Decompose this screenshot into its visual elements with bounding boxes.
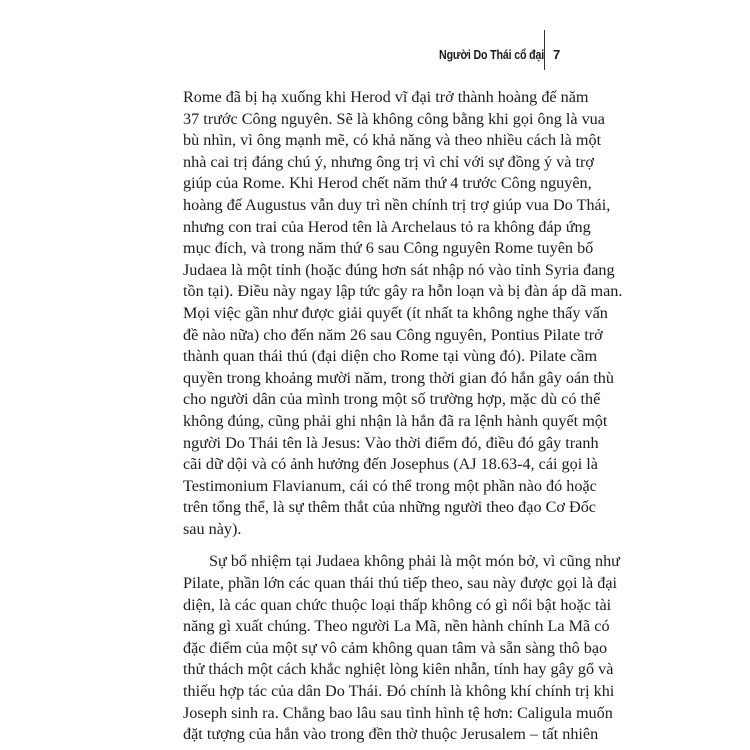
paragraph-1 <box>183 87 623 540</box>
text-line: trên tổng thể, là sự thêm thắt của những người theo đạo Cơ Đốc <box>183 498 596 517</box>
running-head-title: Người Do Thái cổ đại <box>438 47 544 62</box>
text-line: Testimonium Flavianum, cái có thể trong một phần nào đó hoặc <box>183 476 597 495</box>
text-line: người Do Thái tên là Jesus: Vào thời điểm đó, điều đó gây tranh <box>183 433 599 452</box>
text-line: nhà cai trị đáng chú ý, nhưng ông trị vì chỉ với sự đồng ý và trợ <box>183 152 594 171</box>
text-line: đề nào nữa) cho đến năm 26 sau Công nguyên, Pontius Pilate trở <box>183 325 603 344</box>
text-line: tồn tại). Điều này ngay lập tức gây ra hỗn loạn và bị đàn áp dã man. <box>183 282 623 301</box>
body-text <box>183 87 623 746</box>
text-line: đặt tượng của hắn vào trong đền thờ thuộc Jerusalem – tất nhiên <box>183 725 599 744</box>
text-line: diện, là các quan chức thuộc loại thấp không có gì nổi bật hoặc tài <box>183 595 612 614</box>
text-line: 37 trước Công nguyên. Sẽ là không công bằng khi gọi ông là vua <box>183 109 605 128</box>
text-line: năng gì xuất chúng. Theo người La Mã, nền hành chính La Mã có <box>183 617 610 636</box>
text-line: Judaea là một tỉnh (hoặc đúng hơn sát nhập nó vào tỉnh Syria đang <box>183 260 615 279</box>
text-line: sau này). <box>183 519 242 538</box>
text-line: Joseph sinh ra. Chẳng bao lâu sau tình hình tệ hơn: Caligula muốn <box>183 703 613 722</box>
text-line: hoàng đế Augustus vẫn duy trì nền chính trị trợ giúp vua Do Thái, <box>183 195 611 214</box>
text-line: thành quan thái thú (đại diện cho Rome tại vùng đó). Pilate cầm <box>183 347 598 366</box>
text-line: Rome đã bị hạ xuống khi Herod vĩ đại trở thành hoàng đế năm <box>183 88 589 106</box>
text-line: Mọi việc gần như được giải quyết (ít nhất ta không nghe thấy vấn <box>183 303 608 322</box>
text-line: nhưng con trai của Herod tên là Archelaus tỏ ra không đáp ứng <box>183 217 591 236</box>
text-line: bù nhìn, vì ông mạnh mẽ, có khả năng và theo nhiều cách là một <box>183 131 602 150</box>
paragraph-gap <box>183 540 560 551</box>
text-line: cãi dữ dội và có ảnh hưởng đến Josephus (AJ 18.63-4, cái gọi là <box>183 455 598 474</box>
paragraph-2 <box>183 551 620 745</box>
text-line: Pilate, phần lớn các quan thái thú tiếp theo, sau này được gọi là đại <box>183 574 618 593</box>
text-line: thử thách một cách khắc nghiệt lòng kiên nhẫn, tính hay gây gổ và <box>183 660 614 679</box>
text-line: mục đích, và trong năm thứ 6 sau Công nguyên Rome tuyên bố <box>183 239 594 258</box>
text-line: quyền trong khoảng mười năm, trong thời gian đó hắn gây oán thù <box>183 368 614 387</box>
text-line: thiếu hợp tác của dân Do Thái. Đó chính là không khí chính trị khi <box>183 682 615 701</box>
text-line: cho người dân của mình trong một số trường hợp, mặc dù có thể <box>183 390 601 409</box>
header-divider <box>544 30 545 70</box>
text-line: đặc điểm của một sự vô cảm không quan tâm và sẵn sàng thô bạo <box>183 638 608 657</box>
text-line: Sự bổ nhiệm tại Judaea không phải là một món bở, vì cũng như <box>209 552 620 571</box>
text-line: giúp của Rome. Khi Herod chết năm thứ 4 trước Công nguyên, <box>183 174 592 193</box>
page-number: 7 <box>553 47 561 62</box>
text-line: không đúng, cũng phải ghi nhận là hắn đã ra lệnh hành quyết một <box>183 411 608 430</box>
